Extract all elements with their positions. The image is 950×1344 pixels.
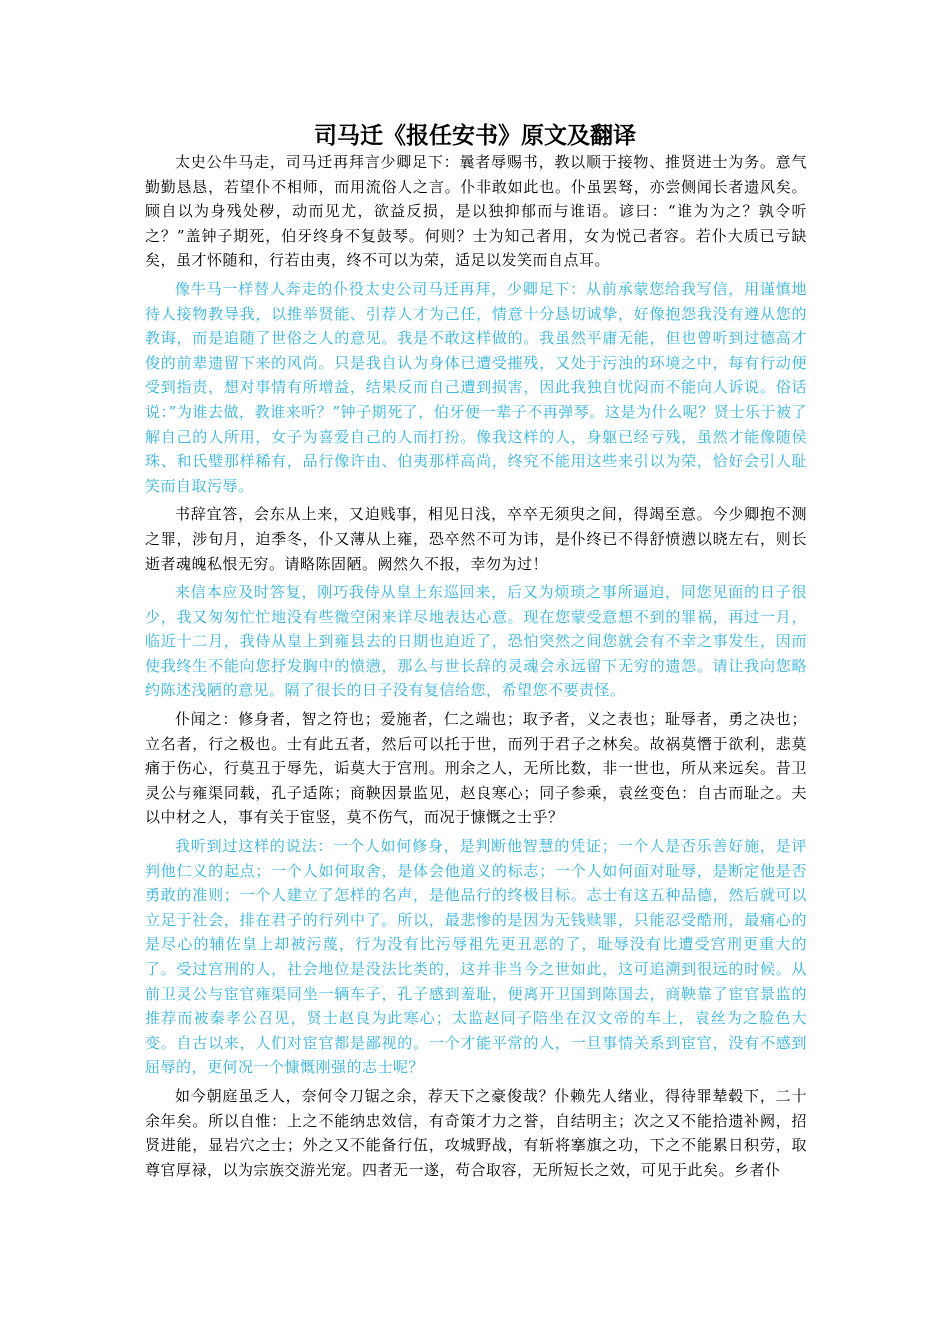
original-paragraph-3: 仆闻之：修身者，智之符也；爱施者，仁之端也；取予者，义之表也；耻辱者，勇之决也；立名者，行之极也。士有此五者，然后可以托于世，而列于君子之林矣。故祸莫憯于欲利，悲莫痛于伤心，行莫丑于辱先，诟莫大于宫刑。刑余之人，无所比数，非一世也，所从来远矣。昔卫灵公与雍渠同载，孔子适陈；商鞅因景监见，赵良寒心；同子参乘，袁丝变色：自古而耻之。夫以中材之人，事有关于宦竖，莫不伤气，而况于慷慨之士乎？ xyxy=(145,710,807,827)
original-paragraph-2: 书辞宜答，会东从上来，又迫贱事，相见日浅，卒卒无须臾之间，得竭至意。今少卿抱不测之罪，涉旬月，迫季冬，仆又薄从上雍，恐卒然不可为讳，是仆终已不得舒愤懑以晓左右，则长逝者魂魄私恨无穷。请略陈固陋。阙然久不报，幸勿为过！ xyxy=(145,505,807,573)
translation-paragraph-1: 像牛马一样替人奔走的仆役太史公司马迁再拜，少卿足下：从前承蒙您给我写信，用谨慎地待人接物教导我，以推举贤能、引荐人才为己任，情意十分恳切诚挚，好像抱怨我没有遵从您的教诲，而是追随了世俗之人的意见。我是不敢这样做的。我虽然平庸无能，但也曾听到过德高才俊的前辈遗留下来的风尚。只是我自认为身体已遭受摧残，又处于污浊的环境之中，每有行动便受到指责，想对事情有所增益，结果反而自己遭到损害，因此我独自忧闷而不能向人诉说。俗话说：”为谁去做，教谁来听？”钟子期死了，伯牙便一辈子不再弹琴。这是为什么呢？贤士乐于被了解自己的人所用，女子为喜爱自己的人而打扮。像我这样的人，身躯已经亏残，虽然才能像随侯珠、和氏璧那样稀有，品行像许由、伯夷那样高尚，终究不能用这些来引以为荣，恰好会引人耻笑而自取污辱。 xyxy=(145,279,807,495)
original-paragraph-1: 太史公牛马走，司马迁再拜言少卿足下：曩者辱赐书，教以顺于接物、推贤进士为务。意气勤勤恳恳，若望仆不相师，而用流俗人之言。仆非敢如此也。仆虽罢驽，亦尝侧闻长者遗风矣。顾自以为身残处秽，动而见尤，欲益反损，是以独抑郁而与谁语。谚曰：“谁为为之？孰令听之？”盖钟子期死，伯牙终身不复鼓琴。何则？士为知己者用，女为悦己者容。若仆大质已亏缺矣，虽才怀随和，行若由夷，终不可以为荣，适足以发笑而自点耳。 xyxy=(145,153,807,270)
translation-paragraph-3: 我听到过这样的说法：一个人如何修身，是判断他智慧的凭证；一个人是否乐善好施，是评判他仁义的起点；一个人如何取舍，是体会他道义的标志；一个人如何面对耻辱，是断定他是否勇敢的准则；一个人建立了怎样的名声，是他品行的终极目标。志士有这五种品德，然后就可以立足于社会，排在君子的行列中了。所以，最悲惨的是因为无钱赎罪，只能忍受酷刑，最痛心的是尽心的辅佐皇上却被污蔑，行为没有比污辱祖先更丑恶的了，耻辱没有比遭受宫刑更重大的了。受过宫刑的人，社会地位是没法比类的，这并非当今之世如此，这可追溯到很远的时候。从前卫灵公与宦官雍渠同坐一辆车子，孔子感到羞耻，便离开卫国到陈国去，商鞅靠了宦官景监的推荐而被秦孝公召见，贤士赵良为此寒心；太监赵同子陪坐在汉文帝的车上，袁丝为之脸色大变。自古以来，人们对宦官都是鄙视的。一个才能平常的人，一旦事情关系到宦官，没有不感到屈辱的，更何况一个慷慨刚强的志士呢？ xyxy=(145,837,807,1077)
document-title: 司马迁《报任安书》原文及翻译 xyxy=(314,123,636,149)
original-paragraph-4: 如今朝庭虽乏人，奈何令刀锯之余，荐天下之豪俊哉？仆赖先人绪业，得待罪辇毂下，二十余年矣。所以自惟：上之不能纳忠效信，有奇策才力之誉，自结明主；次之又不能拾遗补阙，招贤进能，显岩穴之士；外之又不能备行伍，攻城野战，有斩将搴旗之功，下之不能累日积劳，取尊官厚禄，以为宗族交游光宠。四者无一遂，苟合取容，无所短长之效，可见于此矣。乡者仆 xyxy=(145,1086,807,1179)
document-body xyxy=(145,150,807,1182)
translation-paragraph-2: 来信本应及时答复，刚巧我侍从皇上东巡回来，后又为烦琐之事所逼迫，同您见面的日子很少，我又匆匆忙忙地没有些微空闲来详尽地表达心意。现在您蒙受意想不到的罪祸，再过一月，临近十二月，我侍从皇上到雍县去的日期也迫近了，恐怕突然之间您就会有不幸之事发生，因而使我终生不能向您抒发胸中的愤懑，那么与世长辞的灵魂会永远留下无穷的遗怨。请让我向您略约陈述浅陋的意见。隔了很长的日子没有复信给您，希望您不要责怪。 xyxy=(145,583,807,700)
